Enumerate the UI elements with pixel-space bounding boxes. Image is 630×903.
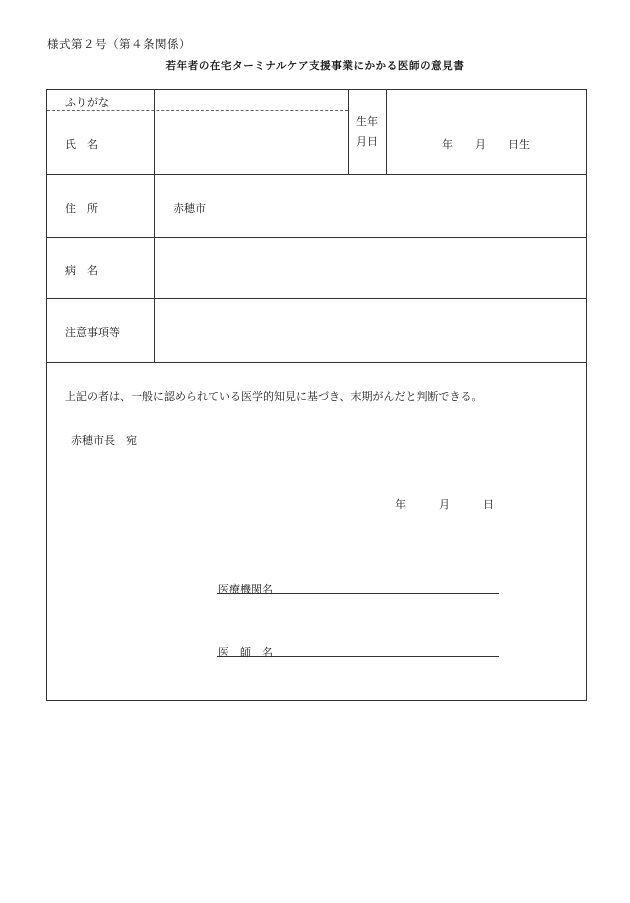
birth-label-line2: 月日: [356, 135, 378, 148]
document-title: 若年者の在宅ターミナルケア支援事業にかかる医師の意見書: [165, 60, 465, 72]
birth-date-value: 年 月 日生: [442, 138, 530, 151]
row-separator-name: [47, 174, 586, 175]
disease-label: 病 名: [65, 264, 98, 277]
opinion-statement: 上記の者は、一般に認められている医学的知見に基づき、末期がんだと判断できる。: [65, 390, 483, 403]
doctor-signature-line: [217, 656, 499, 657]
label-column-divider: [154, 90, 155, 362]
row-separator-disease: [47, 298, 586, 299]
form-frame: [46, 89, 587, 701]
birth-label-divider-right: [386, 90, 387, 174]
address-label: 住 所: [65, 202, 98, 215]
addressee: 赤穂市長 宛: [71, 434, 137, 447]
address-value: 赤穂市: [173, 202, 206, 215]
row-separator-notes: [47, 362, 586, 363]
institution-label: 医療機関名: [218, 583, 273, 596]
form-number: 様式第２号（第４条関係）: [47, 37, 191, 51]
date-line: 年 月 日: [395, 498, 494, 511]
furigana-label: ふりがな: [65, 96, 109, 109]
doctor-label: 医 師 名: [218, 646, 273, 659]
birth-label-line1: 生年: [356, 115, 378, 128]
notes-label: 注意事項等: [65, 326, 120, 339]
row-separator-address: [47, 237, 586, 238]
institution-signature-line: [217, 593, 499, 594]
name-label: 氏 名: [65, 138, 98, 151]
furigana-separator: [47, 110, 348, 111]
